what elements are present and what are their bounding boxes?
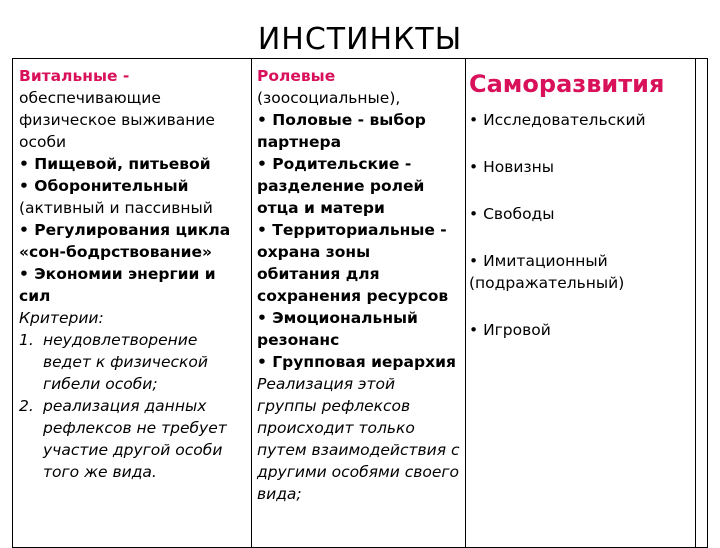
column-header-vital: Витальные - bbox=[19, 67, 130, 85]
column-header-role: Ролевые bbox=[257, 67, 336, 85]
role-item: • Половые - выбор bbox=[257, 111, 426, 129]
self-dev-item bbox=[469, 203, 705, 225]
criteria-line: того же вида. bbox=[43, 463, 157, 481]
vital-item: • Пищевой, питьевой bbox=[19, 155, 211, 173]
role-item: разделение ролей bbox=[257, 177, 425, 195]
vital-desc-line: физическое выживание bbox=[19, 111, 215, 129]
vital-desc-line: особи bbox=[19, 133, 67, 151]
self-dev-item bbox=[469, 156, 705, 178]
criteria-list bbox=[19, 329, 251, 483]
role-note: путем взаимодействия с bbox=[257, 441, 460, 459]
instincts-table bbox=[12, 58, 708, 548]
self-dev-item bbox=[469, 250, 705, 294]
vital-desc-line: обеспечивающие bbox=[19, 89, 161, 107]
role-item: обитания для bbox=[257, 265, 380, 283]
vital-item: • Экономии энергии и bbox=[19, 265, 216, 283]
criteria-line: ведет к физической bbox=[43, 353, 208, 371]
vital-item: «сон-бодрствование» bbox=[19, 243, 213, 261]
criteria-line: гибели особи; bbox=[43, 375, 158, 393]
role-item: • Эмоциональный bbox=[257, 309, 418, 327]
self-dev-item bbox=[469, 319, 705, 341]
role-item: • Территориальные - bbox=[257, 221, 447, 239]
role-item: отца и матери bbox=[257, 199, 385, 217]
vital-item: • Регулирования цикла bbox=[19, 221, 231, 239]
role-item: • Родительские - bbox=[257, 155, 412, 173]
role-note: группы рефлексов bbox=[257, 397, 411, 415]
role-subheader: (зоосоциальные), bbox=[257, 89, 401, 107]
criteria-line: неудовлетворение bbox=[43, 331, 198, 349]
self-dev-item-text: (подражательный) bbox=[469, 274, 625, 292]
self-dev-item-text: • Имитационный bbox=[469, 252, 608, 270]
column-vital bbox=[19, 65, 251, 483]
vital-item: • Оборонительный bbox=[19, 177, 189, 195]
self-dev-item bbox=[469, 109, 705, 131]
role-item: партнера bbox=[257, 133, 342, 151]
self-dev-item-text: • Свободы bbox=[469, 205, 555, 223]
criteria-number: 1. bbox=[19, 331, 34, 349]
criteria-item bbox=[19, 395, 251, 483]
criteria-label: Критерии: bbox=[19, 309, 104, 327]
criteria-number: 2. bbox=[19, 397, 34, 415]
self-dev-item-text: • Игровой bbox=[469, 321, 551, 339]
column-role bbox=[257, 65, 467, 505]
criteria-item bbox=[19, 329, 251, 395]
page-title: ИНСТИНКТЫ bbox=[257, 22, 463, 57]
role-item: резонанс bbox=[257, 331, 340, 349]
vital-item: сил bbox=[19, 287, 51, 305]
criteria-line: рефлексов не требует bbox=[43, 419, 227, 437]
column-self-development bbox=[469, 65, 705, 366]
role-item: • Групповая иерархия bbox=[257, 353, 456, 371]
role-item: сохранения ресурсов bbox=[257, 287, 449, 305]
self-dev-item-text: • Новизны bbox=[469, 158, 555, 176]
column-header-self-development: Саморазвития bbox=[469, 70, 665, 98]
vital-item: (активный и пассивный bbox=[19, 199, 213, 217]
role-note: вида; bbox=[257, 485, 302, 503]
role-note: Реализация этой bbox=[257, 375, 396, 393]
criteria-line: участие другой особи bbox=[43, 441, 223, 459]
role-note: происходит только bbox=[257, 419, 415, 437]
column-divider bbox=[251, 59, 252, 547]
self-dev-item-text: • Исследовательский bbox=[469, 111, 646, 129]
criteria-line: реализация данных bbox=[43, 397, 207, 415]
role-note: другими особями своего bbox=[257, 463, 460, 481]
role-item: охрана зоны bbox=[257, 243, 371, 261]
